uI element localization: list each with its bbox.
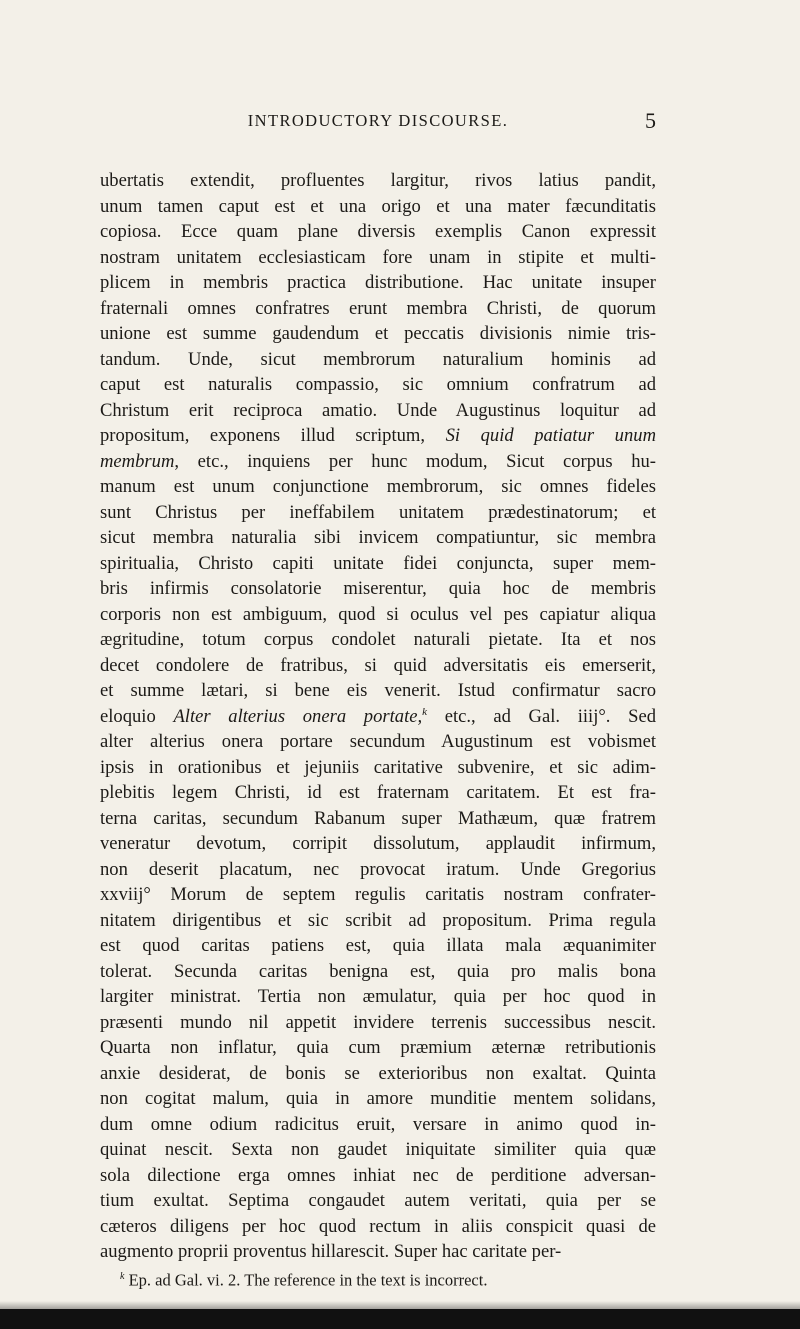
text-line: ipsis in orationibus et jejuniis caritative subvenire, et sic adim-: [100, 756, 656, 778]
text-line: unione est summe gaudendum et peccatis divisionis nimie tris-: [100, 323, 656, 344]
text-line: xxviij° Morum de septem regulis caritatis nostram confrater-: [100, 884, 656, 905]
text-line: non cogitat malum, quia in amore munditie mentem solidans,: [100, 1088, 656, 1109]
text-line: corporis non est ambiguum, quod si oculus vel pes capiatur aliqua: [100, 603, 656, 625]
text-line: [100, 704, 656, 730]
text-line: unum tamen caput est et una origo et una mater fæcunditatis: [100, 195, 656, 217]
footnote-reference[interactable]: k: [422, 705, 428, 718]
text-line: præsenti mundo nil appetit invidere terrenis successibus nescit.: [100, 1011, 656, 1033]
text-line: est quod caritas patiens est, quia illata mala æquanimiter: [100, 935, 656, 956]
text-line: non deserit placatum, nec provocat iratum. Unde Gregorius: [100, 858, 656, 880]
body-text: [100, 168, 656, 1265]
text-line: quinat nescit. Sexta non gaudet iniquitate similiter quia quæ: [100, 1139, 656, 1160]
text-line: plicem in membris practica distributione. Hac unitate insuper: [100, 272, 656, 293]
scan-edge-shadow: [0, 1301, 800, 1309]
text-line: largiter ministrat. Tertia non æmulatur, quia per hoc quod in: [100, 986, 656, 1007]
text-line: copiosa. Ecce quam plane diversis exemplis Canon expressit: [100, 221, 656, 242]
text-line: augmento proprii proventus hillarescit. Super hac caritate per-: [100, 1241, 562, 1262]
text-line: sunt Christus per ineffabilem unitatem prædestinatorum; et: [100, 501, 656, 523]
text-line: terna caritas, secundum Rabanum super Mathæum, quæ fratrem: [100, 807, 656, 829]
text-line: plebitis legem Christi, id est fraternam caritatem. Et est fra-: [100, 782, 656, 803]
text-line: cæteros diligens per hoc quod rectum in aliis conspicit quasi de: [100, 1215, 656, 1237]
text-line: Quarta non inflatur, quia cum præmium æternæ retributionis: [100, 1037, 656, 1058]
scan-edge: [0, 1309, 800, 1329]
text-line: sola dilectione erga omnes inhiat nec de perditione adversan-: [100, 1164, 656, 1186]
text-line: tium exultat. Septima congaudet autem veritati, quia per se: [100, 1190, 656, 1211]
text-line: [100, 423, 656, 449]
text-line: tolerat. Secunda caritas benigna est, quia pro malis bona: [100, 960, 656, 982]
text-line: anxie desiderat, de bonis se exterioribus non exaltat. Quinta: [100, 1062, 656, 1084]
italic-word: membrum: [100, 450, 175, 472]
italic-quote: Si quid patiatur unum: [445, 425, 656, 446]
footnote-text: Ep. ad Gal. vi. 2. The reference in the text is incorrect.: [124, 1270, 488, 1290]
text-line: veneratur devotum, corripit dissolutum, applaudit infirmum,: [100, 833, 656, 854]
text-line: Christum erit reciproca amatio. Unde Augustinus loquitur ad: [100, 399, 656, 421]
text-line: alter alterius onera portare secundum Augustinum est vobismet: [100, 731, 656, 752]
text-line: dum omne odium radicitus eruit, versare in animo quod in-: [100, 1113, 656, 1135]
text-segment: propositum, exponens illud scriptum,: [100, 425, 446, 446]
text-line: fraternali omnes confratres erunt membra Christi, de quorum: [100, 297, 656, 319]
footnote: [120, 1266, 487, 1292]
text-line: manum est unum conjunctione membrorum, sic omnes fideles: [100, 476, 656, 497]
text-line: tandum. Unde, sicut membrorum naturalium hominis ad: [100, 348, 656, 370]
text-segment: etc., ad Gal. iiij°. Sed: [427, 705, 656, 727]
text-line: caput est naturalis compassio, sic omnium confratrum ad: [100, 374, 656, 395]
text-line: decet condolere de fratribus, si quid adversitatis eis emerserit,: [100, 654, 656, 676]
page-number: 5: [645, 108, 656, 133]
text-segment: eloquio: [100, 705, 174, 727]
text-line: et summe lætari, si bene eis venerit. Istud confirmatur sacro: [100, 680, 656, 701]
text-line: sicut membra naturalia sibi invicem compatiuntur, sic membra: [100, 527, 656, 548]
text-line: ubertatis extendit, profluentes largitur, rivos latius pandit,: [100, 170, 656, 191]
text-line: spiritualia, Christo capiti unitate fidei conjuncta, super mem-: [100, 552, 656, 574]
text-line: ægritudine, totum corpus condolet naturali pietate. Ita et nos: [100, 629, 656, 650]
italic-quote: Alter alterius onera portate,: [173, 705, 423, 727]
running-head: [100, 104, 656, 138]
footnote-mark: k: [120, 1271, 125, 1282]
text-line: [100, 449, 656, 475]
running-title: INTRODUCTORY DISCOURSE.: [247, 111, 509, 130]
text-line: nostram unitatem ecclesiasticam fore unam in stipite et multi-: [100, 246, 656, 268]
text-line: bris infirmis consolatorie miserentur, quia hoc de membris: [100, 578, 656, 599]
text-line: nitatem dirigentibus et sic scribit ad propositum. Prima regula: [100, 909, 656, 931]
text-segment: , etc., inquiens per hunc modum, Sicut corpus hu-: [174, 450, 656, 472]
